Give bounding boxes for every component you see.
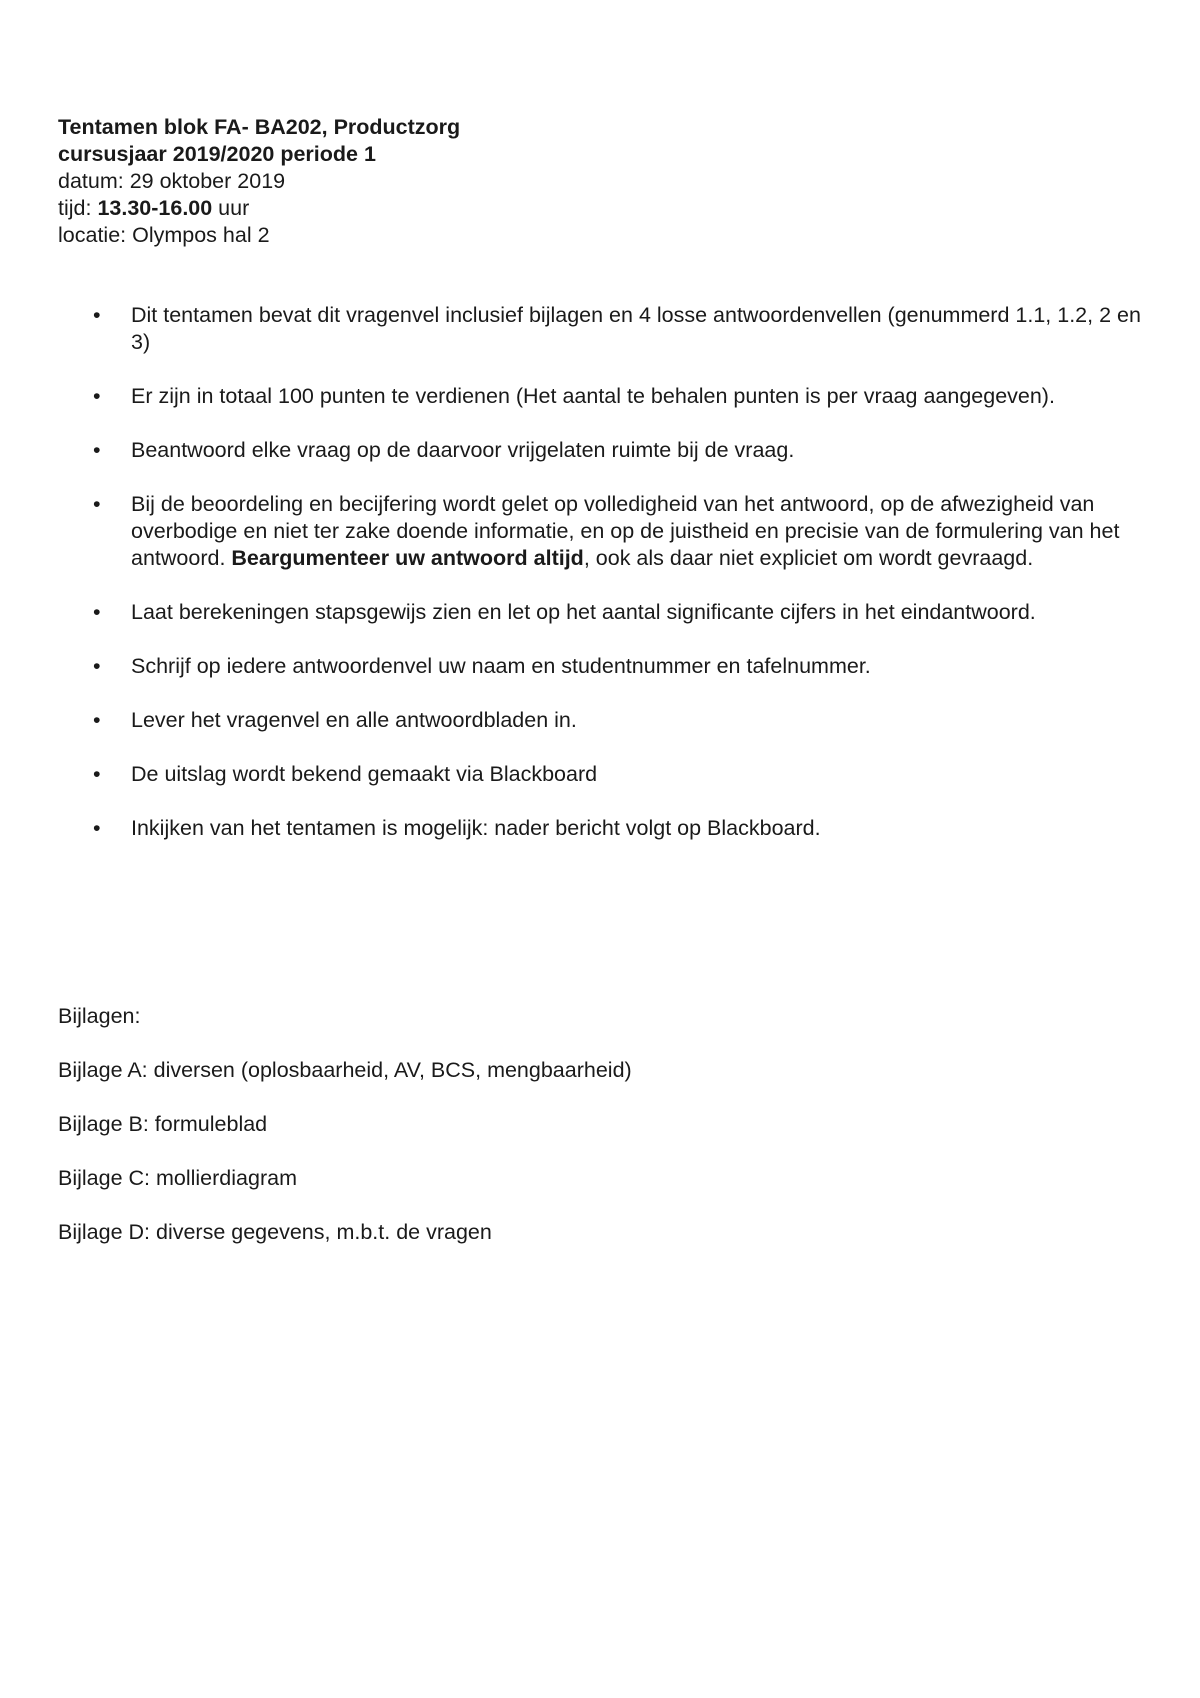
bullet-icon: •: [93, 708, 101, 732]
rule-text: De uitslag wordt bekend gemaakt via Blackboard: [131, 762, 598, 786]
attachments-section: [58, 1003, 632, 1273]
attachment-a: Bijlage A: diversen (oplosbaarheid, AV, BCS, mengbaarheid): [58, 1058, 632, 1082]
location-value: Olympos hal 2: [132, 223, 270, 247]
bullet-icon: •: [93, 492, 101, 516]
rule-text: Bij de beoordeling en becijfering wordt gelet op volledigheid van het antwoord, op de afwezigheid van overbodige en niet ter zake doende informatie, en op de juistheid en precisie van de formulering van het antwoord.: [131, 492, 1120, 570]
bullet-icon: •: [93, 384, 101, 408]
location-label: locatie:: [58, 223, 133, 247]
bullet-icon: •: [93, 654, 101, 678]
rule-item: [58, 815, 1148, 842]
bullet-icon: •: [93, 600, 101, 624]
bullet-icon: •: [93, 438, 101, 462]
exam-title: Tentamen blok FA- BA202, Productzorg: [58, 115, 461, 139]
rule-text: Beantwoord elke vraag op de daarvoor vrijgelaten ruimte bij de vraag.: [131, 438, 795, 462]
rule-text: Laat berekeningen stapsgewijs zien en let op het aantal significante cijfers in het eindantwoord.: [131, 600, 1036, 624]
rule-item: [58, 707, 1148, 734]
attachment-b: Bijlage B: formuleblad: [58, 1112, 268, 1136]
exam-time: [58, 195, 460, 222]
date-label: datum:: [58, 169, 130, 193]
rule-item: [58, 383, 1148, 410]
attachment-c: Bijlage C: mollierdiagram: [58, 1166, 297, 1190]
exam-location: [58, 222, 460, 249]
exam-date: [58, 168, 460, 195]
attachments-heading: Bijlagen:: [58, 1004, 141, 1028]
rule-item: [58, 302, 1148, 356]
rule-emphasis: Beargumenteer uw antwoord altijd: [231, 546, 584, 570]
rule-item: [58, 437, 1148, 464]
rule-text: Dit tentamen bevat dit vragenvel inclusief bijlagen en 4 losse antwoordenvellen (genummerd 1.1, 1.2, 2 en 3): [131, 303, 1141, 354]
bullet-icon: •: [93, 303, 101, 327]
rule-text: Inkijken van het tentamen is mogelijk: nader bericht volgt op Blackboard.: [131, 816, 821, 840]
rule-text-end: , ook als daar niet expliciet om wordt gevraagd.: [583, 546, 1034, 570]
exam-header: [58, 114, 460, 249]
rule-item: [58, 491, 1148, 572]
exam-period: cursusjaar 2019/2020 periode 1: [58, 142, 376, 166]
rule-item: [58, 599, 1148, 626]
date-value: 29 oktober 2019: [129, 169, 286, 193]
time-value: 13.30-16.00: [97, 196, 213, 220]
attachment-d: Bijlage D: diverse gegevens, m.b.t. de vragen: [58, 1220, 492, 1244]
time-unit: uur: [212, 196, 250, 220]
bullet-icon: •: [93, 762, 101, 786]
time-label: tijd:: [58, 196, 98, 220]
rule-item: [58, 761, 1148, 788]
rule-text: Schrijf op iedere antwoordenvel uw naam en studentnummer en tafelnummer.: [131, 654, 871, 678]
bullet-icon: •: [93, 816, 101, 840]
rule-text: Er zijn in totaal 100 punten te verdienen (Het aantal te behalen punten is per vraag aangegeven).: [131, 384, 1055, 408]
rule-text: Lever het vragenvel en alle antwoordbladen in.: [131, 708, 577, 732]
rule-item: [58, 653, 1148, 680]
exam-rules-list: [58, 302, 1148, 869]
